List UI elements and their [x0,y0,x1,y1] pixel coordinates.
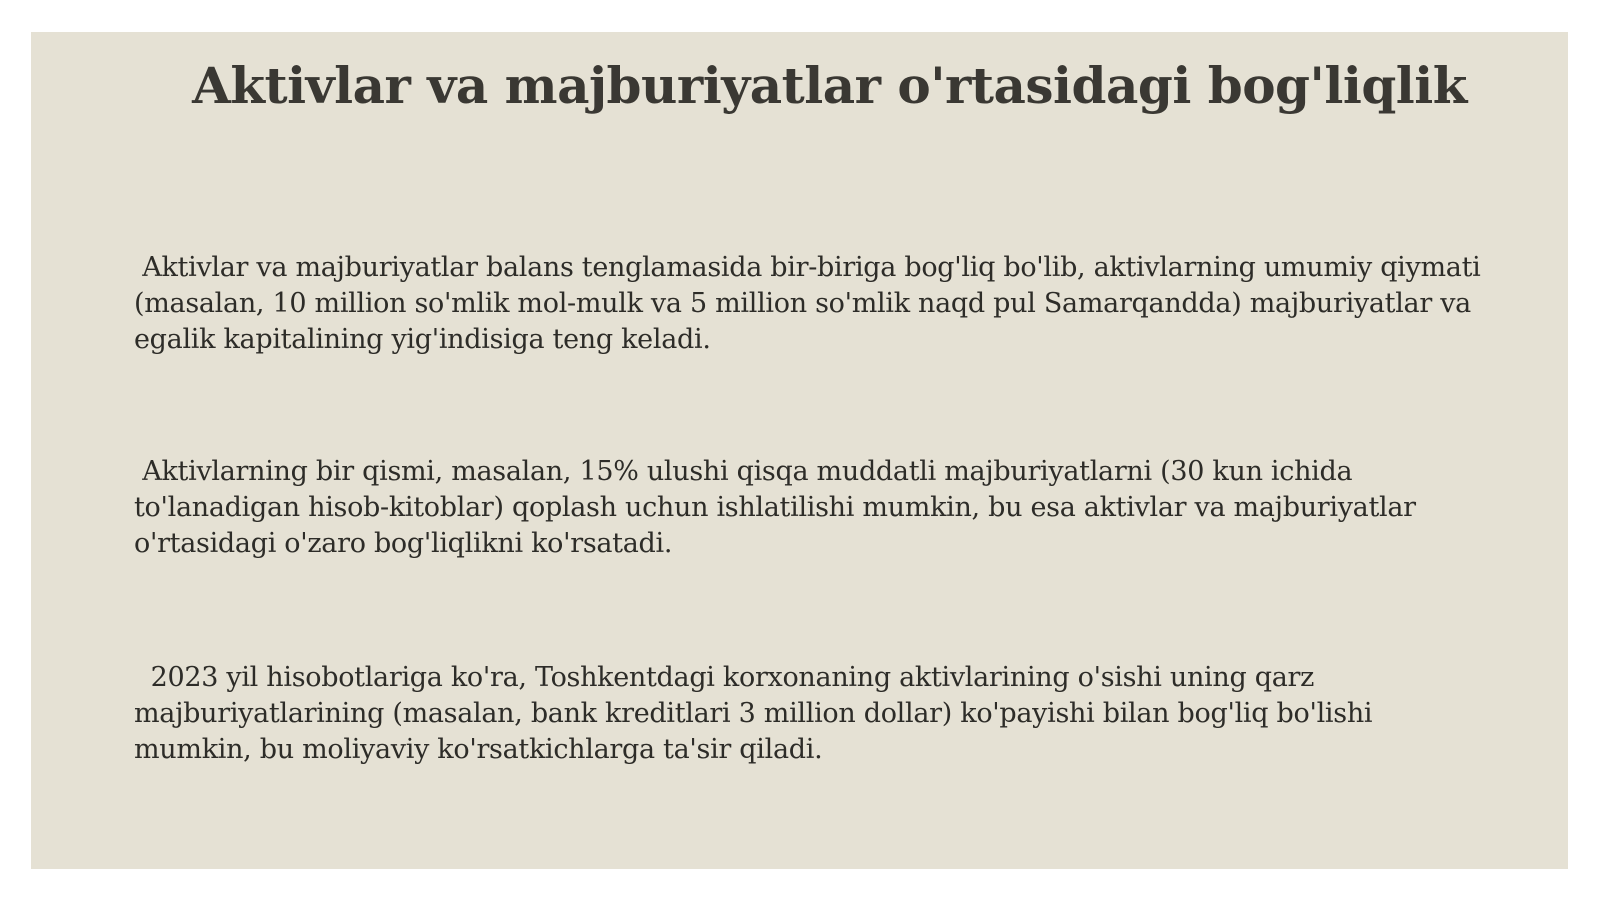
paragraph-assets-liabilities-equation: Aktivlar va majburiyatlar balans tenglamasida bir-biriga bog'liq bo'lib, aktivlarning umumiy qiymati (masalan, 10 million so'mlik mol-mulk va 5 million so'mlik naqd pul Samarqandda) majburiyatlar va egalik kapitalining yig'indisiga teng keladi. [134,252,1489,355]
slide-title: Aktivlar va majburiyatlar o'rtasidagi bog'liqlik [192,56,1467,115]
slide [31,32,1568,869]
paragraph-2023-report: 2023 yil hisobotlariga ko'ra, Toshkentdagi korxonaning aktivlarining o'sishi uning qarz majburiyatlarining (masalan, bank kreditlari 3 million dollar) ko'payishi bilan bog'liq bo'lishi mumkin, bu moliyaviy ko'rsatkichlarga ta'sir qiladi. [134,662,1381,765]
paragraph-short-term-liabilities: Aktivlarning bir qismi, masalan, 15% ulushi qisqa muddatli majburiyatlarni (30 kun ichida to'lanadigan hisob-kitoblar) qoplash uchun ishlatilishi mumkin, bu esa aktivlar va majburiyatlar o'rtasidagi o'zaro bog'liqlikni ko'rsatadi. [134,456,1425,559]
